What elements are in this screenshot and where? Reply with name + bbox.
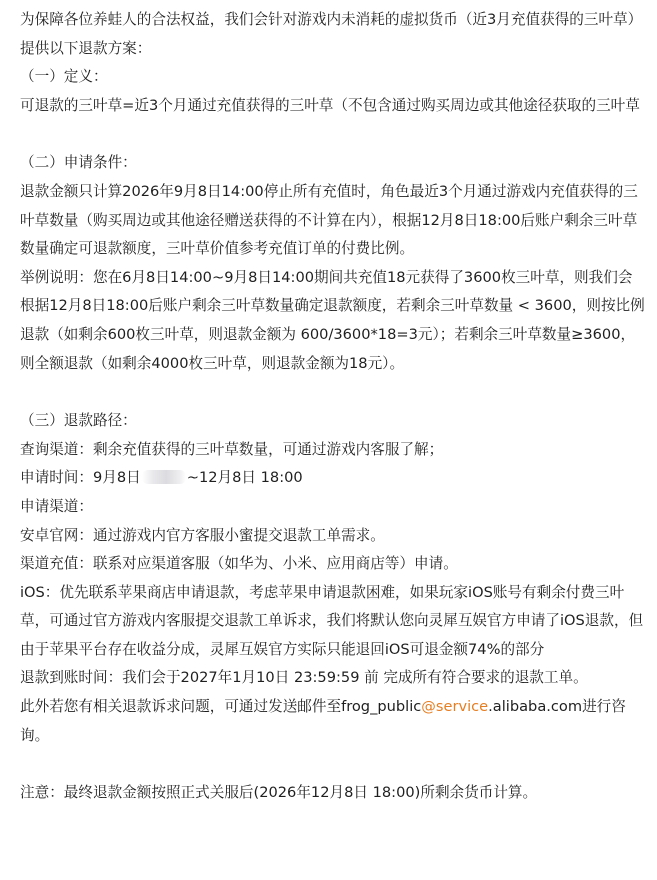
android-channel: 安卓官网：通过游戏内官方客服小蜜提交退款工单需求。: [20, 526, 385, 544]
contact-text-end: .alibaba.com进行咨询。: [20, 698, 626, 744]
section-conditions-heading: （二）申请条件：: [20, 154, 137, 172]
redacted-blur: [142, 470, 186, 484]
section-conditions-example: 举例说明：您在6月8日14:00~9月8日14:00期间共充值18元获得了3600枚三叶草，则我们会根据12月8日18:00后账户剩余三叶草数量确定退款额度，若剩余三叶草数量 < 3600，则按比例退款（如剩余600枚三叶草，则退款金额为 600/3600*18=3元）；若剩余三叶草数量≥3600，则全额退款（如剩余4000枚三叶草，则退款金额为18元）。: [20, 268, 645, 372]
spacer: [20, 750, 645, 779]
section-conditions-body: 退款金额只计算2026年9月8日14:00停止所有充值时，角色最近3个月通过游戏内充值获得的三叶草数量（购买周边或其他途径赠送获得的不计算在内），根据12月8日18:00后账户剩余三叶草数量确定可退款额度，三叶草价值参考充值订单的付费比例。: [20, 182, 638, 258]
refund-arrival-time: 退款到账时间：我们会于2027年1月10日 23:59:59 前 完成所有符合要求的退款工单。: [20, 669, 588, 687]
apply-time-start: 申请时间：9月8日: [20, 469, 141, 487]
intro-paragraph: 为保障各位养蛙人的合法权益，我们会针对游戏内未消耗的虚拟货币（近3月充值获得的三叶草）提供以下退款方案：: [20, 11, 643, 57]
spacer: [20, 120, 645, 149]
section-definition-body: 可退款的三叶草=近3个月通过充值获得的三叶草（不包含通过购买周边或其他途径获取的三叶草: [20, 96, 640, 114]
query-channel: 查询渠道：剩余充值获得的三叶草数量，可通过游戏内客服了解；: [20, 440, 444, 458]
apply-time-end: ~12月8日 18:00: [186, 469, 303, 487]
spacer: [20, 378, 645, 407]
section-path-heading: （三）退款路径：: [20, 412, 137, 430]
final-note: 注意：最终退款金额按照正式关服后(2026年12月8日 18:00)所剩余货币计算。: [20, 784, 538, 802]
contact-paragraph: [20, 693, 645, 750]
apply-channel-heading: 申请渠道：: [20, 497, 93, 515]
contact-text: 此外若您有相关退款诉求问题，可通过发送邮件至frog_public: [20, 698, 422, 716]
apply-time: [20, 464, 645, 493]
ios-channel: iOS：优先联系苹果商店申请退款，考虑苹果申请退款困难，如果玩家iOS账号有剩余付费三叶草，可通过官方游戏内客服提交退款工单诉求，我们将默认您向灵犀互娱官方申请了iOS退款，但由于苹果平台存在收益分成，灵犀互娱官方实际只能退回iOS可退金额74%的部分: [20, 583, 644, 658]
section-definition-heading: （一）定义：: [20, 68, 108, 86]
email-link[interactable]: @service: [421, 698, 489, 716]
partner-channel: 渠道充值：联系对应渠道客服（如华为、小米、应用商店等）申请。: [20, 555, 458, 573]
